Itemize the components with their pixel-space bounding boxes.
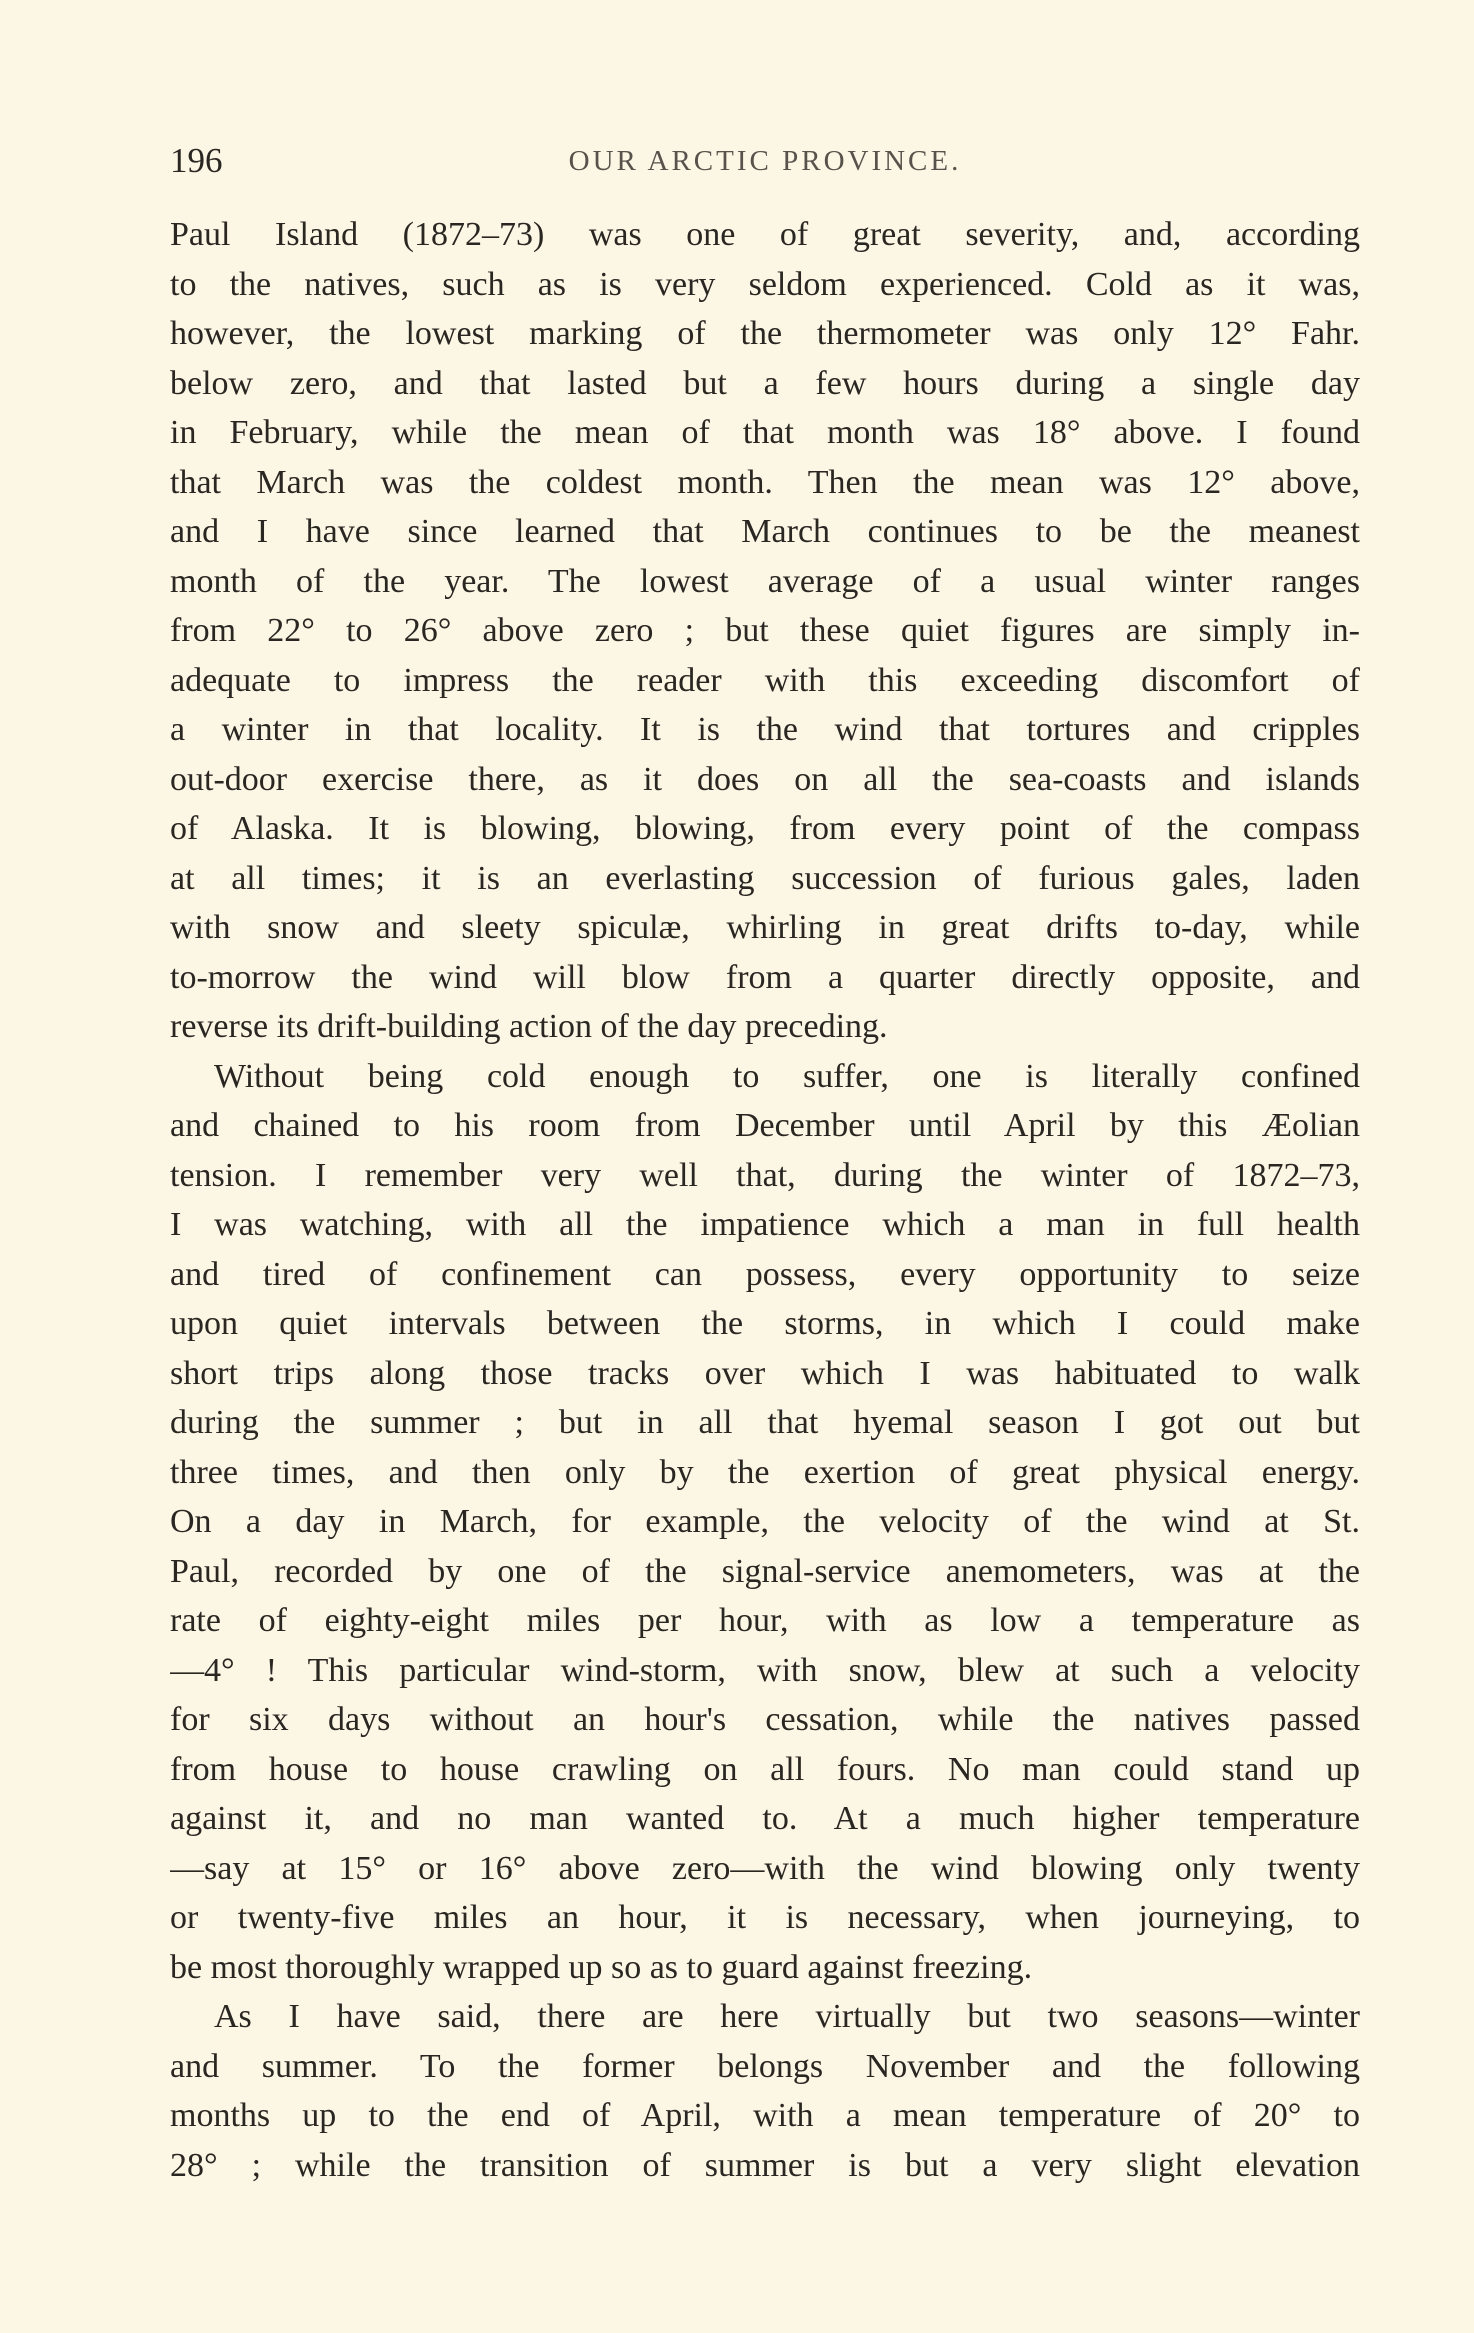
text-line: to the natives, such as is very seldom experienced. Cold as it was, xyxy=(170,265,1360,303)
text-line: however, the lowest marking of the thermometer was only 12° Fahr. xyxy=(170,315,1360,352)
text-line: and tired of confinement can possess, every opportunity to seize xyxy=(170,1255,1360,1293)
text-line: Paul, recorded by one of the signal-service anemometers, was at the xyxy=(170,1552,1360,1590)
text-line: As I have said, there are here virtually but two seasons—winter xyxy=(214,1998,1360,2035)
text-line: a winter in that locality. It is the wind that tortures and cripples xyxy=(170,711,1360,748)
text-line: below zero, and that lasted but a few hours during a single day xyxy=(170,364,1360,402)
text-line: Paul Island (1872–73) was one of great severity, and, according xyxy=(170,216,1360,253)
page-header xyxy=(170,136,1360,186)
paragraph xyxy=(170,1992,1360,2190)
text-line: 28° ; while the transition of summer is but a very slight elevation xyxy=(170,2146,1360,2184)
text-line: On a day in March, for example, the velocity of the wind at St. xyxy=(170,1503,1360,1540)
text-line: at all times; it is an everlasting succession of furious gales, laden xyxy=(170,859,1360,897)
text-line: months up to the end of April, with a mean temperature of 20° to xyxy=(170,2097,1360,2134)
text-line: rate of eighty-eight miles per hour, with as low a temperature as xyxy=(170,1602,1360,1639)
text-line: or twenty-five miles an hour, it is necessary, when journeying, to xyxy=(170,1899,1360,1936)
text-line: from 22° to 26° above zero ; but these quiet figures are simply in- xyxy=(170,612,1360,649)
text-line: and chained to his room from December until April by this Æolian xyxy=(170,1107,1360,1144)
text-line: I was watching, with all the impatience which a man in full health xyxy=(170,1206,1360,1243)
text-line: against it, and no man wanted to. At a much higher temperature xyxy=(170,1800,1360,1837)
text-line: upon quiet intervals between the storms, in which I could make xyxy=(170,1305,1360,1342)
text-line: month of the year. The lowest average of a usual winter ranges xyxy=(170,562,1360,600)
text-line: with snow and sleety spiculæ, whirling in great drifts to-day, while xyxy=(170,909,1360,946)
text-line: short trips along those tracks over which I was habituated to walk xyxy=(170,1354,1360,1392)
text-line: that March was the coldest month. Then the mean was 12° above, xyxy=(170,463,1360,501)
text-line: for six days without an hour's cessation, while the natives passed xyxy=(170,1701,1360,1738)
paragraph xyxy=(170,210,1360,1052)
running-title: OUR ARCTIC PROVINCE. xyxy=(568,145,962,177)
text-line: and I have since learned that March continues to be the meanest xyxy=(170,513,1360,550)
text-line: and summer. To the former belongs November and the following xyxy=(170,2047,1360,2085)
text-line: —4° ! This particular wind-storm, with snow, blew at such a velocity xyxy=(170,1651,1360,1689)
text-line: during the summer ; but in all that hyemal season I got out but xyxy=(170,1404,1360,1441)
paragraph xyxy=(170,1052,1360,1993)
page-number: 196 xyxy=(170,141,223,180)
body-text xyxy=(170,210,1360,2190)
text-line: Without being cold enough to suffer, one is literally confined xyxy=(214,1057,1360,1095)
text-line: three times, and then only by the exertion of great physical energy. xyxy=(170,1453,1360,1491)
text-line: be most thoroughly wrapped up so as to guard against freezing. xyxy=(170,1948,1033,1986)
text-line: out-door exercise there, as it does on all the sea-coasts and islands xyxy=(170,760,1360,798)
text-line: —say at 15° or 16° above zero—with the wind blowing only twenty xyxy=(170,1849,1360,1887)
text-line: adequate to impress the reader with this exceeding discomfort of xyxy=(170,661,1360,699)
text-line: of Alaska. It is blowing, blowing, from every point of the compass xyxy=(170,810,1360,847)
text-line: from house to house crawling on all fours. No man could stand up xyxy=(170,1750,1360,1788)
text-line: tension. I remember very well that, during the winter of 1872–73, xyxy=(170,1156,1360,1194)
text-line: reverse its drift-building action of the day preceding. xyxy=(170,1008,888,1045)
text-line: to-morrow the wind will blow from a quarter directly opposite, and xyxy=(170,958,1360,996)
text-line: in February, while the mean of that month was 18° above. I found xyxy=(170,414,1360,451)
